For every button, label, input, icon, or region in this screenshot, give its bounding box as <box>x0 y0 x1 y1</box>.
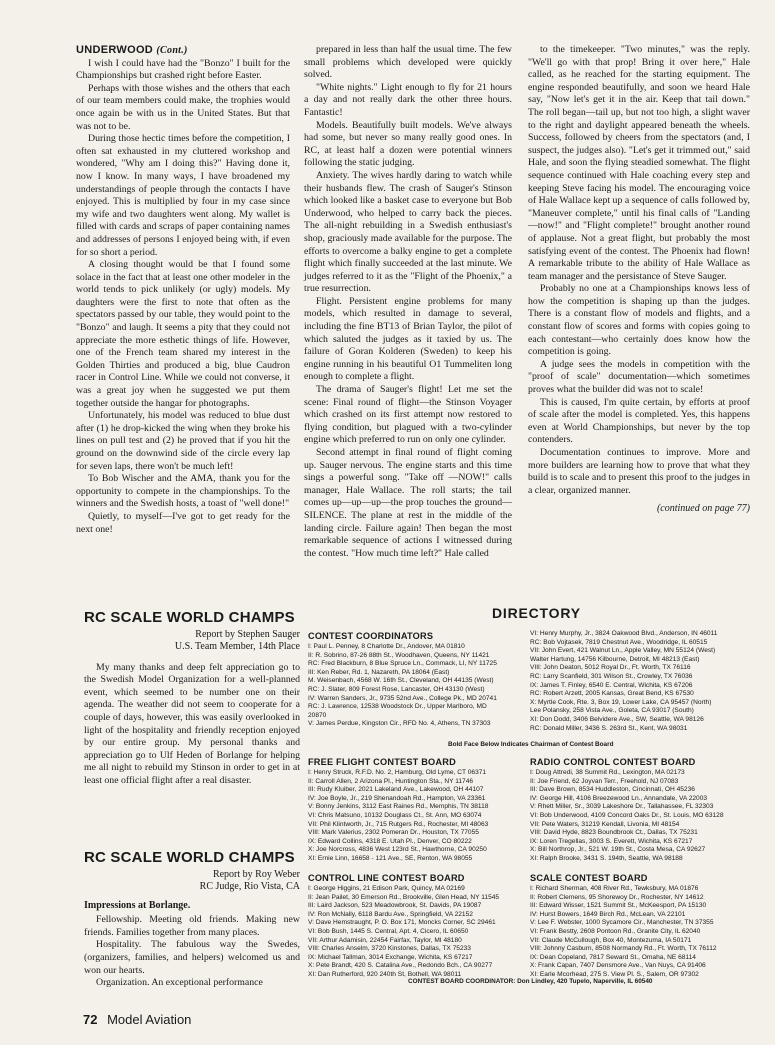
paragraph: Probably no one at a Championships knows less of how the competition is shaping up than the judges. There is a constant flow of models and flights, and a constant flow of scores and forms with copies going to each contestant—who certainly does know how the competition is going. <box>528 283 750 358</box>
underwood-column-3 <box>528 44 750 516</box>
underwood-column-1 <box>76 44 290 536</box>
paragraph: Flight. Persistent engine problems for many models, which resulted in damage to several, including the fine BT13 of Brian Taylor, the pilot of which saluted the judges as it taxied by us. The failure of Goran Kolderen (Sweden) to keep his engine running in his beautiful O1 Tummeliten long enough to complete a flight. <box>304 295 512 383</box>
directory-entry: II: Robert Clemens, 95 Shorewoy Dr., Rochester, NY 14612 <box>530 893 704 901</box>
paragraph: Organization. An exceptional performance <box>96 977 263 989</box>
radio-control-board <box>530 756 762 864</box>
sauger-heading: RC SCALE WORLD CHAMPS <box>84 609 295 626</box>
directory-entry: VIII: John Deaton, 5012 Royal Dr., Ft. Worth, TX 76116 <box>530 664 691 672</box>
bold-face-note: Bold Face Below Indicates Chairman of Contest Board <box>448 741 614 748</box>
directory-entry: II: Joe Friend, 62 Joyvan Terr., Freehold, NJ 07083 <box>530 777 679 785</box>
paragraph: Fellowship. Meeting old friends. Making new friends. Families together from many places. <box>84 914 300 938</box>
coordinators-right-list <box>530 630 762 733</box>
directory-entry: VII: Pete Waters, 31219 Kendall, Livonia, MI 48154 <box>530 820 680 828</box>
weber-report <box>84 849 300 990</box>
sauger-byline-author: Report by Stephen Sauger <box>195 628 300 640</box>
directory-entry: XI: Ralph Brooke, 3431 S. 194th, Seattle, WA 98188 <box>530 854 683 862</box>
directory-entry: I: George Higgins, 21 Edison Park, Quincy, MA 02169 <box>308 885 465 892</box>
weber-byline-author: Report by Roy Weber <box>212 868 300 880</box>
free-flight-heading: FREE FLIGHT CONTEST BOARD <box>308 757 456 767</box>
directory-entry: XI: Dan Rutherford, 920 240th St, Bothell, WA 98011 <box>308 970 462 978</box>
directory-entry: VI: Bob Bush, 1445 S. Central, Apt. 4, Cicero, IL 60650 <box>308 927 469 935</box>
directory-entry: VIII: Johnny Casburn, 8508 Normandy Rd., Ft. Worth, TX 76112 <box>530 945 717 953</box>
directory-entry: VI: Bob Underwood, 4109 Concord Oaks Dr., St. Louis, MO 63128 <box>530 811 724 819</box>
directory-entry: IX: Michael Tallman, 3014 Exchange, Wichita, KS 67217 <box>308 953 473 961</box>
directory-entry: V: Bonny Jenkins, 3112 East Raines Rd., Memphis, TN 38118 <box>308 803 489 811</box>
paragraph: "White nights." Light enough to fly for 21 hours a day and not really dark the other three hours. Fantastic! <box>304 81 512 118</box>
directory-entry: VI: Frank Bestty, 2608 Pontoon Rd., Granite City, IL 62040 <box>530 927 701 935</box>
directory-entry: RC: J. Slater, 809 Forest Rose, Lancaster, OH 43130 (West) <box>308 685 485 693</box>
paragraph: During those hectic times before the competition, I often sat exhausted in my cluttered workshop and wondered, "Why am I doing this?" Having done it, now I know. In many ways, I have broadened my understandings of people through the contacts I have enjoyed. This is multiplied by four in my case since my wife and two daughters went along. My wallet is filled with cards and scraps of paper containing names and addresses of persons I enjoyed being with, if even for so short a period. <box>76 133 290 258</box>
paragraph: Unfortunately, his model was reduced to blue dust after (1) he drop-kicked the wing when they broke his lines on pull test and (2) he proved that if you hit the ground on the downwind side of the circle every lap for seven laps, there won't be much left! <box>76 410 290 472</box>
paragraph: The drama of Sauger's flight! Let me set the scene: Final round of flight—the Stinson Voyager which crashed on its first attempt now restored to flying condition, but plagued with a two-cylinder engine which preferred to run on only one cylinder. <box>304 384 512 446</box>
directory-entry: X: Joe Norcross, 4836 West 123rd St., Hawthorne, CA 90250 <box>308 846 487 854</box>
directory-entry: VII: Phil Klintworth, Jr., 715 Rutgers Rd., Rochester, MI 48063 <box>308 820 489 828</box>
directory-entry: RC: J. Lawrence, 12538 Woodstock Dr., Upper Marlboro, MD <box>308 703 487 711</box>
sauger-report <box>84 609 300 788</box>
directory-entry: V: James Perdue, Kingston Cir., RFD No. 4, Athens, TN 37303 <box>308 720 491 728</box>
weber-heading: RC SCALE WORLD CHAMPS <box>84 849 295 866</box>
paragraph: Models. Beautifully built models. We've always had some, but never so many really good ones. In RC, at least half a dozen were potential winners following the static judging. <box>304 119 512 169</box>
directory-entry: M. Weisenbach, 4568 W. 16th St., Cleveland, OH 44135 (West) <box>308 677 494 685</box>
scale-list <box>530 885 762 980</box>
directory-entry: X: Pete Brandt, 420 S. Catalina Ave., Redondo Bch., CA 90277 <box>308 962 493 970</box>
directory-entry: III: Dave Brown, 8534 Huddleston, Cincinnati, OH 45236 <box>530 786 695 794</box>
paragraph: Documentation continues to improve. More and more builders are learning how to prove that what they build is to scale and to present this proof to the judges in a clear, organized manner. <box>528 447 750 496</box>
paragraph: Perhaps with those wishes and the others that each of our team members could make, the trophies would once again be with us in the United States. But that was not to be. <box>76 82 290 132</box>
directory-entry: II: Jean Pailet, 30 Emerson Rd., Brookville, Glen Head, NY 11545 <box>308 893 500 901</box>
board-coordinator: CONTEST BOARD COORDINATOR: Don Lindley, 420 Tupelo, Naperville, IL 60540 <box>408 978 653 985</box>
directory-entry: VI: Henry Murphy, Jr., 3824 Oakwood Blvd., Anderson, IN 46011 <box>530 630 718 637</box>
contest-coordinators-heading: CONTEST COORDINATORS <box>308 631 434 641</box>
directory-entry: VII: Arthur Adamisin, 22454 Fairfax, Taylor, MI 48180 <box>308 936 462 944</box>
directory-entry: IX: Loren Tregellas, 3003 S. Everett, Wichita, KS 67217 <box>530 837 693 845</box>
directory-entry: IV: George Hill, 4106 Breezewood Ln., Annandale, VA 22003 <box>530 794 708 802</box>
paragraph: prepared in less than half the usual time. The few small problems which developed were quickly solved. <box>304 44 512 81</box>
directory-entry: IV: Hurst Bowers, 1649 Birch Rd., McLean, VA 22101 <box>530 910 686 918</box>
directory-entry: V: Dave Hemstraught, P. O. Box 171, Moncks Corner, SC 29461 <box>308 919 496 927</box>
directory-entry: VII: Claude McCullough, Box 40, Montezuma, IA 50171 <box>530 936 692 944</box>
directory-entry: X: Myrtle Cook, Rte. 3, Box 19, Lower Lake, CA 95457 (North) <box>530 698 712 706</box>
underwood-heading-title: UNDERWOOD <box>76 44 154 56</box>
continued-note: (continued on page 77) <box>656 503 750 515</box>
directory-entry: IV: Ron McNally, 6118 Bardu Ave., Springfield, VA 22152 <box>308 910 473 918</box>
control-line-heading: CONTROL LINE CONTEST BOARD <box>308 873 465 883</box>
directory-entry: 20870 <box>308 711 327 719</box>
paragraph: Quietly, to myself—I've got to get ready for the next one! <box>76 510 290 535</box>
underwood-col2-paragraphs <box>304 44 512 560</box>
scale-board <box>530 872 762 980</box>
directory-entry: I: Richard Sherman, 408 River Rd., Tewksbury, MA 01876 <box>530 885 699 892</box>
directory-entry: RC: Donald Miller, 3436 S. 263rd St., Kent, WA 98031 <box>530 724 688 732</box>
contest-coordinators-right <box>530 630 762 733</box>
control-line-list <box>308 885 526 980</box>
sauger-byline-role: U.S. Team Member, 14th Place <box>174 641 300 653</box>
directory-title: DIRECTORY <box>492 605 581 621</box>
directory-entry: RC: Fred Blackburn, 8 Blue Spruce Ln., Commack, LI, NY 11725 <box>308 660 497 668</box>
directory-entry: IX: Dean Copeland, 7817 Seward St., Omaha, NE 68114 <box>530 953 696 961</box>
paragraph: This is caused, I'm quite certain, by efforts at proof of scale after the model is completed. Yes, this happens even at World Championships, but never by the top contenders. <box>528 396 750 446</box>
paragraph: To Bob Wischer and the AMA, thank you for the opportunity to compete in the championships. To the winners and the Swedish hosts, a toast of "well done!" <box>76 473 290 510</box>
directory-entry: IV: Joe Boyle, Jr., 219 Shenandoah Rd., Hampton, VA 23361 <box>308 794 486 802</box>
weber-byline-role: RC Judge, Rio Vista, CA <box>199 881 300 893</box>
directory-entry: VI: Chris Matsuno, 10132 Douglass Ct., St. Ann, MO 63074 <box>308 811 482 819</box>
paragraph: Anxiety. The wives hardly daring to watch while their husbands flew. The crash of Sauger's Stinson which looked like a basket case to everyone but Bob Underwood, who helped to carry back the pieces. The all-night rebuilding in a Swedish enthusiast's shop, graciously made available for the purpose. The efforts to overcome a balky engine to get a complete flight which finally succeeded at the last minute. We judges referred to it as the "Flight of the Phoenix," a true resurrection. <box>304 169 512 295</box>
directory-entry: VIII: David Hyde, 8823 Boundbrook Ct., Dallas, TX 75231 <box>530 829 698 837</box>
directory-entry: I: Paul L. Penney, 8 Charlotte Dr., Andover, MA 01810 <box>308 643 465 650</box>
directory-entry: II: R. Sobrino, 87-26 88th St., Woodhaven, Queens, NY 11421 <box>308 651 490 659</box>
directory-entry: Walter Hartung, 14756 Kilbourne, Detroit, MI 48213 (East) <box>530 655 700 663</box>
control-line-board <box>308 872 526 980</box>
directory-entry: I: Doug Attredi, 38 Summit Rd., Lexington, MA 02173 <box>530 769 685 776</box>
weber-subhead: Impressions at Borlange. <box>84 899 191 911</box>
paragraph: to the timekeeper. "Two minutes," was the reply. "We'll go with that prop! Bring it over here," Hale called, as he reached for the starting equipment. The engine responded beautifully, and soon we heard Hale say, "Now let's get it in the air. Keep that tail down." The roll began—tail up, but not too high, a slight waver to the right and daylight appeared beneath the wheels. Success, followed by cheers from the spectators (and, I suspect, the judges also). "Let's get it trimmed out," said Hale, and soon the flying steadied somewhat. The flight sequence continued with Hale coaching every step and keeping Steve facing his model. The encouraging voice of Hale Wallace kept up a sequence of calls followed by, "Maneuver complete," until his final calls of "Landing—now!" and "Flight complete!" brought another round of applause. Not a great flight, but probably the most satisfying event of the contest. The Phoenix had flown! A remarkable tribute to the ability of Hale Wallace as team manager and the persistance of Steve Sauger. <box>528 44 750 282</box>
underwood-heading <box>76 44 290 58</box>
contest-coordinators-left <box>308 630 528 729</box>
directory-entry: X: Bill Northrop, Jr., 521 W. 19th St., Costa Mesa, CA 92627 <box>530 846 706 854</box>
radio-control-heading: RADIO CONTROL CONTEST BOARD <box>530 757 696 767</box>
directory-entry: RC: Larry Scanfield, 301 Wilson St., Crowley, TX 76036 <box>530 672 693 680</box>
page-number: 72 <box>83 1012 98 1027</box>
scale-heading: SCALE CONTEST BOARD <box>530 873 648 883</box>
free-flight-board <box>308 756 526 864</box>
underwood-column-2 <box>304 44 512 560</box>
paragraph: A judge sees the models in competition with the "proof of scale" documentation—which sometimes proves what the builder did was not to scale! <box>528 358 750 396</box>
magazine-name: Model Aviation <box>107 1012 192 1027</box>
directory-entry: XI: Earle Mcorhead, 275 S. View Pl. S., Salem, OR 97302 <box>530 970 699 978</box>
directory-entry: III: Ken Reber, Rd. 1, Nazareth, PA 18064 (East) <box>308 668 450 676</box>
directory-entry: II: Carroll Allen, 2 Arizona Pl., Huntington Sta., NY 11746 <box>308 777 474 785</box>
paragraph: Hospitality. The fabulous way the Swedes, (organizers, families, and helpers) welcomed us and won our hearts. <box>84 939 300 976</box>
underwood-heading-cont: (Cont.) <box>156 45 188 56</box>
directory-entry: IX: James T. Finley, 6540 E. Central, Wichita, KS 67206 <box>530 681 693 689</box>
directory-entry: XI: Don Dodd, 3406 Belvidere Ave., SW, Seattle, WA 98126 <box>530 715 704 723</box>
sauger-body: My many thanks and deep felt appreciation go to the Swedish Model Organization for a well-planned event, which seemed to be number one on their agenda. The weather did not seem to cooperate for a couple of days, however, this was easily overlooked in light of the hospitality and friendly reception enjoyed by our entire group. My personal thanks and appreciation go to Ulf Heden of Borlange for helping me all night to rebuild my Stinson in order to get in at least one official flight after a real disaster. <box>84 661 300 786</box>
directory-entry: III: Edward Wisser, 1521 Summit St., McKeesport, PA 15130 <box>530 902 707 910</box>
directory-entry: I: Henry Struck, R.F.D. No. 2, Hamburg, Old Lyme, CT 06371 <box>308 769 487 776</box>
weber-byline <box>84 869 300 894</box>
radio-control-list <box>530 769 762 864</box>
paragraph: A closing thought would be that I found some solace in the fact that at least one other modeler in the world tends to pick unlikely (or ugly) models. My daughters were the first to note that often as the spectators passed by our table, they would point to the "Bonzo" and laugh. It seems a pity that they could not appreciate the more esthetic things of life. However, one of the French team shared my interest in the Golden Thirties and produced a big, blue Caudron racer in Control Line. While we could not converse, it was a great joy when he suggested we put them together outside the hangar for photographs. <box>76 259 290 409</box>
underwood-col1-paragraphs <box>76 58 290 537</box>
directory-entry: IV: Warren Sanders, Jr., 9735 52nd Ave., College Pk., MD 20741 <box>308 694 497 702</box>
directory-entry: X: Frank Capan, 7407 Densmore Ave., Van Nuys, CA 91406 <box>530 962 706 970</box>
directory-entry: RC: Bob Vojtasek, 7819 Chestnut Ave., Woodridge, IL 60515 <box>530 638 708 646</box>
directory-entry: RC: Robert Arzett, 2005 Kansas, Great Bend, KS 67530 <box>530 690 694 698</box>
directory-entry: III: Rudy Kluiber, 2021 Lakeland Ave., Lakewood, OH 44107 <box>308 786 484 794</box>
directory-entry: VIII: Mark Valerius, 2302 Pomeran Dr., Houston, TX 77055 <box>308 829 479 837</box>
underwood-col3-paragraphs <box>528 44 750 497</box>
directory-entry: V: Rhett Miller, Sr., 3039 Lakeshore Dr., Tallahassee, FL 32303 <box>530 803 714 811</box>
sauger-byline <box>84 629 300 654</box>
directory-entry: Lee Polansky, 258 Vista Ave., Goleta, CA 93017 (South) <box>530 707 694 715</box>
page-folio <box>83 1012 191 1027</box>
directory-entry: VII: John Evert, 421 Walnut Ln., Apple Valley, MN 55124 (West) <box>530 647 716 655</box>
paragraph: Second attempt in final round of flight coming up. Sauger nervous. The engine starts and this time sings a powerful song. "Take off —NOW!" calls manager, Hale Wallace. The roll starts; the tail comes up—up—up—the prop touches the ground—SILENCE. The plane at rest in the middle of the landing circle. Failure again! Then began the most remarkable sequence of actions I witnessed during the contest. "How much time left?" Hale called <box>304 447 512 559</box>
directory-entry: IX: Edward Collins, 4318 E. Utah Pl., Denver, CO 80222 <box>308 837 472 845</box>
paragraph: I wish I could have had the "Bonzo" I built for the Championships but crashed right before Easter. <box>76 57 290 82</box>
directory-entry: III: Laird Jackson, 523 Meadowbrook, St. Davids, PA 19087 <box>308 902 482 910</box>
directory-entry: V: Lee F. Webster, 1000 Sycamore Cir., Manchester, TN 37355 <box>530 919 714 927</box>
weber-paragraphs <box>84 914 300 990</box>
coordinators-left-list <box>308 643 528 729</box>
directory-entry: VIII: Charles Anselm, 3720 Kinstones, Dallas, TX 75233 <box>308 945 471 953</box>
directory-entry: XI: Ernie Linn, 16658 - 121 Ave., SE, Renton, WA 98055 <box>308 854 473 862</box>
free-flight-list <box>308 769 526 864</box>
